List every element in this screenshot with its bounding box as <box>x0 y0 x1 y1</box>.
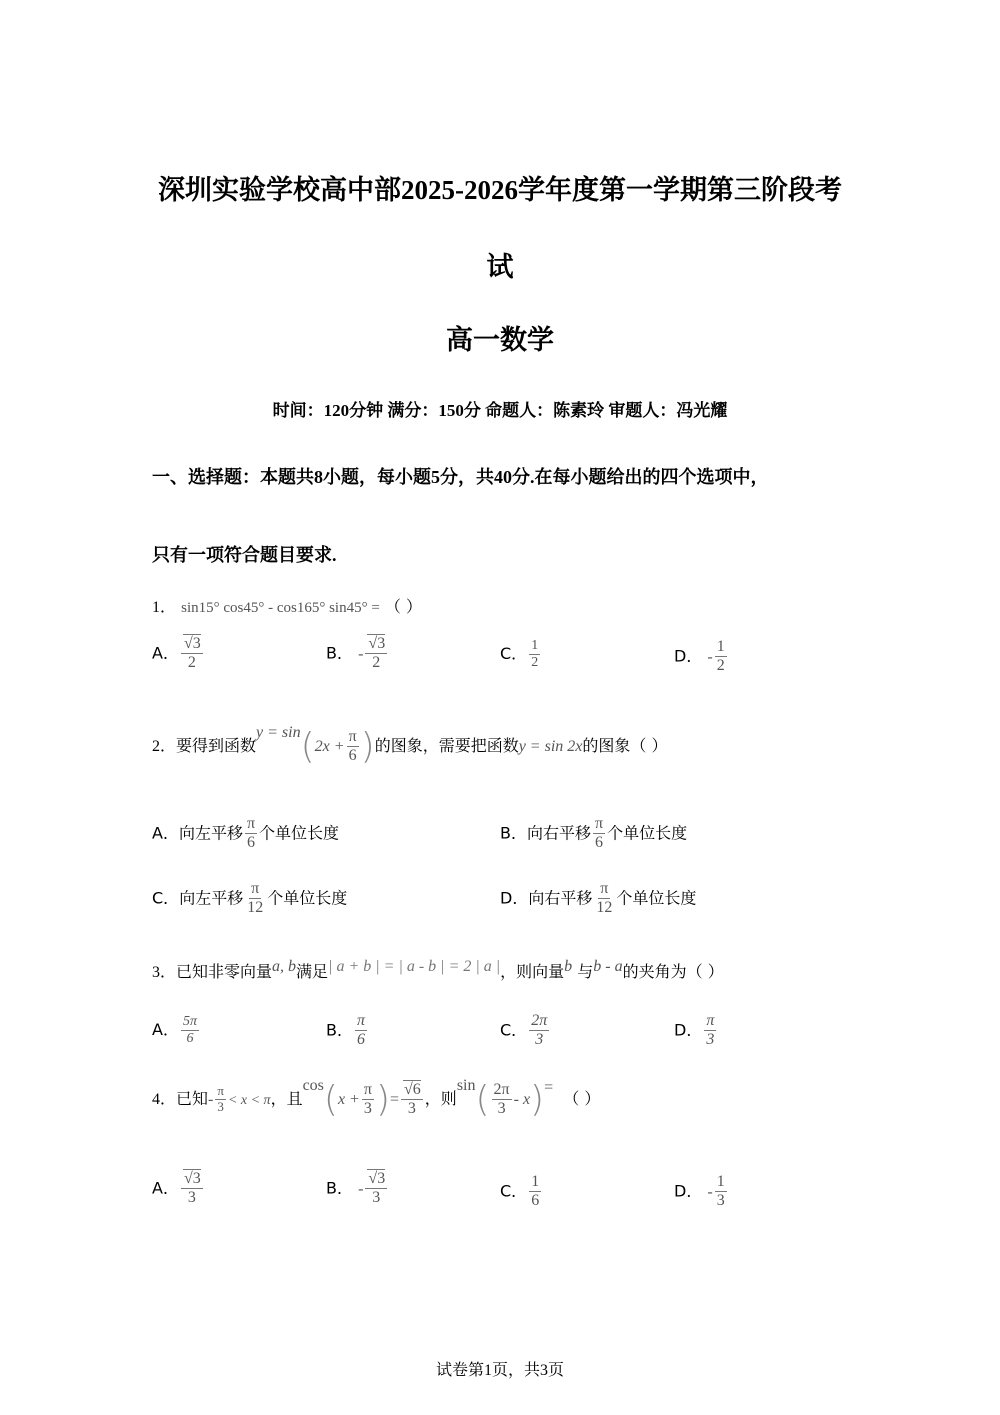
question-number: 3． <box>152 964 177 981</box>
question-3: 3．已知非零向量a, b满足| a + b | = | a - b | = 2 | a |，则向量b 与b - a的夹角为（ ） <box>152 958 724 981</box>
page-footer: 试卷第1页，共3页 <box>435 1362 564 1379</box>
exam-title-line2: 试 <box>486 252 514 283</box>
question-number: 4． <box>152 1091 177 1108</box>
q4-option-d: D． - $\frac{1}{3}$ <box>674 1173 725 1210</box>
question-2: 2．要得到函数y = sin(2x + $\frac{\pi}{6}$ )的图象，需要把函数y = sin 2x的图象（ ） <box>152 724 668 767</box>
question-4: 4．已知- $\frac{\pi}{3}$ < x < π，且cos(x + $\frac{\pi}{3}$ )= $\frac{√6}{3}$ ，则sin( $\frac{2\pi}{3}$ - x)= （ ） <box>152 1077 601 1120</box>
q1-option-a: A． $\frac{√3}{2}$ <box>152 635 201 672</box>
answer-blank: （ ） <box>384 597 422 616</box>
exam-title-line1: 深圳实验学校高中部2025-2026学年度第一学期第三阶段考 <box>158 175 842 205</box>
section-1-intro-line2: 只有一项符合题目要求. <box>152 545 337 565</box>
question-1 <box>152 594 422 617</box>
q2-option-d: D．向右平移 $\frac{\pi}{12}$ 个单位长度 <box>500 880 697 917</box>
question-1-expression: sin15° cos45° - cos165° sin45° = <box>181 600 380 616</box>
exam-meta: 时间：120分钟 满分：150分 命题人：陈素玲 审题人：冯光耀 <box>272 401 728 420</box>
question-number: 1． <box>152 599 177 616</box>
q1-option-d: D． - $\frac{1}{2}$ <box>674 638 725 675</box>
q2-option-c: C．向左平移 $\frac{\pi}{12}$ 个单位长度 <box>152 880 348 917</box>
q3-option-a: A． $\frac{5\pi}{6}$ <box>152 1014 197 1047</box>
subject-title: 高一数学 <box>446 325 554 356</box>
q4-option-c: C． $\frac{1}{6}$ <box>500 1173 540 1210</box>
section-1-intro-line1: 一、选择题：本题共8小题，每小题5分，共40分.在每小题给出的四个选项中， <box>152 467 769 487</box>
q4-option-b: B． - $\frac{√3}{3}$ <box>326 1170 386 1207</box>
q3-option-d: D． $\frac{\pi}{3}$ <box>674 1012 715 1049</box>
q4-option-a: A． $\frac{√3}{3}$ <box>152 1170 201 1207</box>
q1-option-b: B． - $\frac{√3}{2}$ <box>326 635 386 672</box>
q3-option-c: C． $\frac{2\pi}{3}$ <box>500 1012 548 1049</box>
question-number: 2． <box>152 738 177 755</box>
q3-option-b: B． $\frac{\pi}{6}$ <box>326 1012 365 1049</box>
q2-option-b: B．向右平移 $\frac{\pi}{6}$ 个单位长度 <box>500 815 688 852</box>
q2-option-a: A．向左平移 $\frac{\pi}{6}$ 个单位长度 <box>152 815 340 852</box>
q1-option-c: C． $\frac{1}{2}$ <box>500 638 539 671</box>
